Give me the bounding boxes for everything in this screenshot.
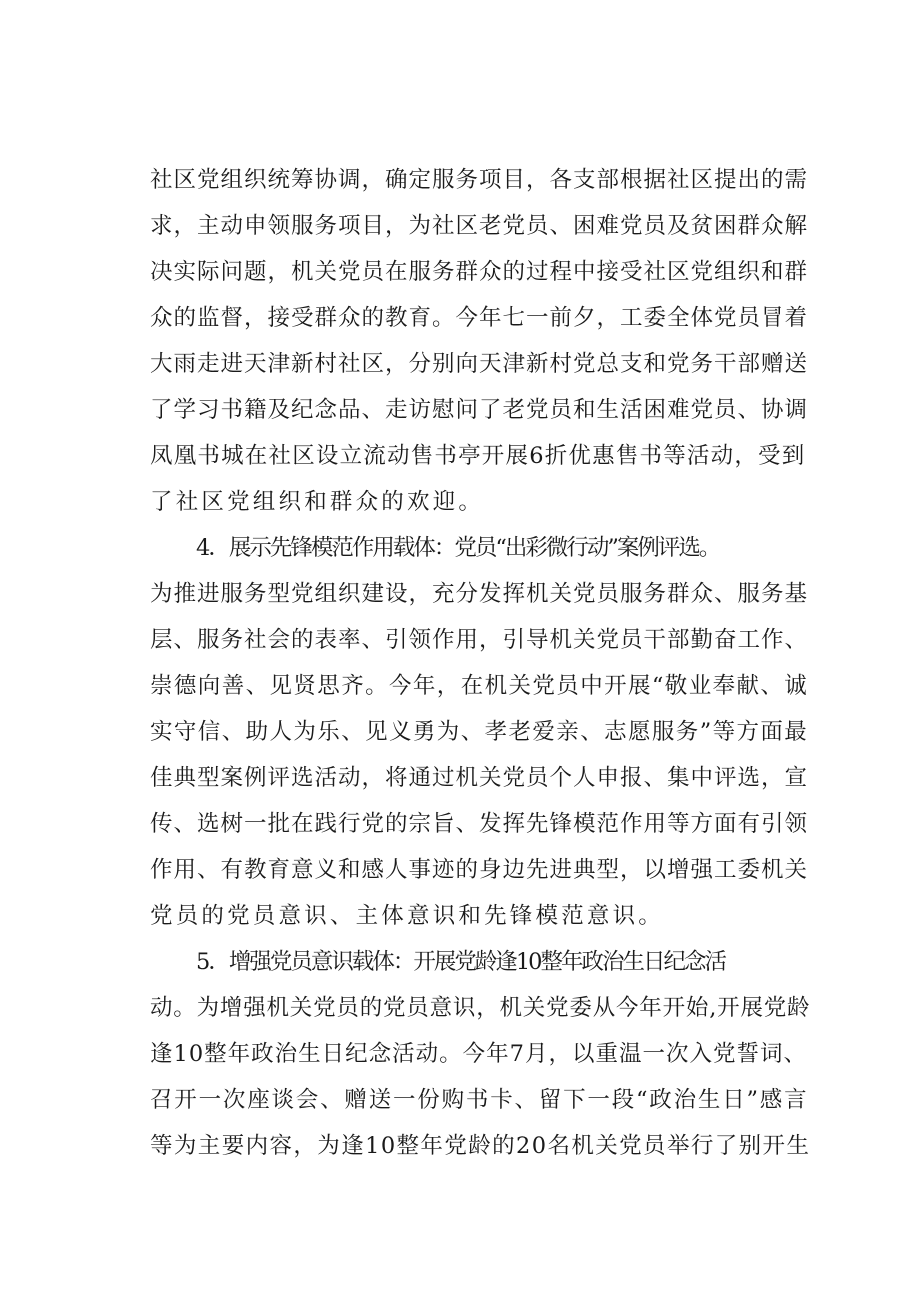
text-line: 等为主要内容，为逢10整年党龄的20名机关党员举行了别开生	[150, 1133, 811, 1159]
text-line: 逢10整年政治生日纪念活动。今年7月，以重温一次入党誓词、	[150, 1041, 807, 1067]
text-line: 佳典型案例评选活动，将通过机关党员个人申报、集中评选，宣	[150, 765, 809, 791]
text-line: 决实际问题，机关党员在服务群众的过程中接受社区党组织和群	[150, 259, 809, 285]
section-heading-4: 4．展示先锋模范作用载体：党员“出彩微行动”案例评选。	[196, 535, 720, 561]
text-line: 了学习书籍及纪念品、走访慰问了老党员和生活困难党员、协调	[150, 397, 809, 423]
text-line: 动。为增强机关党员的党员意识，机关党委从今年开始,开展党龄	[150, 995, 811, 1021]
text-line: 社区党组织统筹协调，确定服务项目，各支部根据社区提出的需	[150, 167, 809, 193]
text-line: 了社区党组织和群众的欢迎。	[150, 489, 485, 515]
text-line: 层、服务社会的表率、引领作用，引导机关党员干部勤奋工作、	[150, 627, 809, 653]
text-line: 传、选树一批在践行党的宗旨、发挥先锋模范作用等方面有引领	[150, 811, 809, 837]
text-line: 实守信、助人为乐、见义勇为、孝老爱亲、志愿服务”等方面最	[150, 719, 809, 745]
text-line: 凤凰书城在社区设立流动售书亭开展6折优惠售书等活动，受到	[150, 443, 806, 469]
text-line: 作用、有教育意义和感人事迹的身边先进典型，以增强工委机关	[150, 857, 809, 883]
text-line: 召开一次座谈会、赠送一份购书卡、留下一段“政治生日”感言	[150, 1087, 809, 1113]
text-line: 大雨走进天津新村社区，分别向天津新村党总支和党务干部赠送	[150, 351, 809, 377]
text-line: 为推进服务型党组织建设，充分发挥机关党员服务群众、服务基	[150, 581, 809, 607]
text-line: 求，主动申领服务项目，为社区老党员、困难党员及贫困群众解	[150, 213, 809, 239]
text-line: 崇德向善、见贤思齐。今年，在机关党员中开展“敬业奉献、诚	[150, 673, 809, 699]
text-line: 众的监督，接受群众的教育。今年七一前夕，工委全体党员冒着	[150, 305, 809, 331]
section-heading-5: 5．增强党员意识载体：开展党龄逢10整年政治生日纪念活	[196, 949, 725, 975]
text-line: 党员的党员意识、主体意识和先锋模范意识。	[150, 903, 665, 929]
